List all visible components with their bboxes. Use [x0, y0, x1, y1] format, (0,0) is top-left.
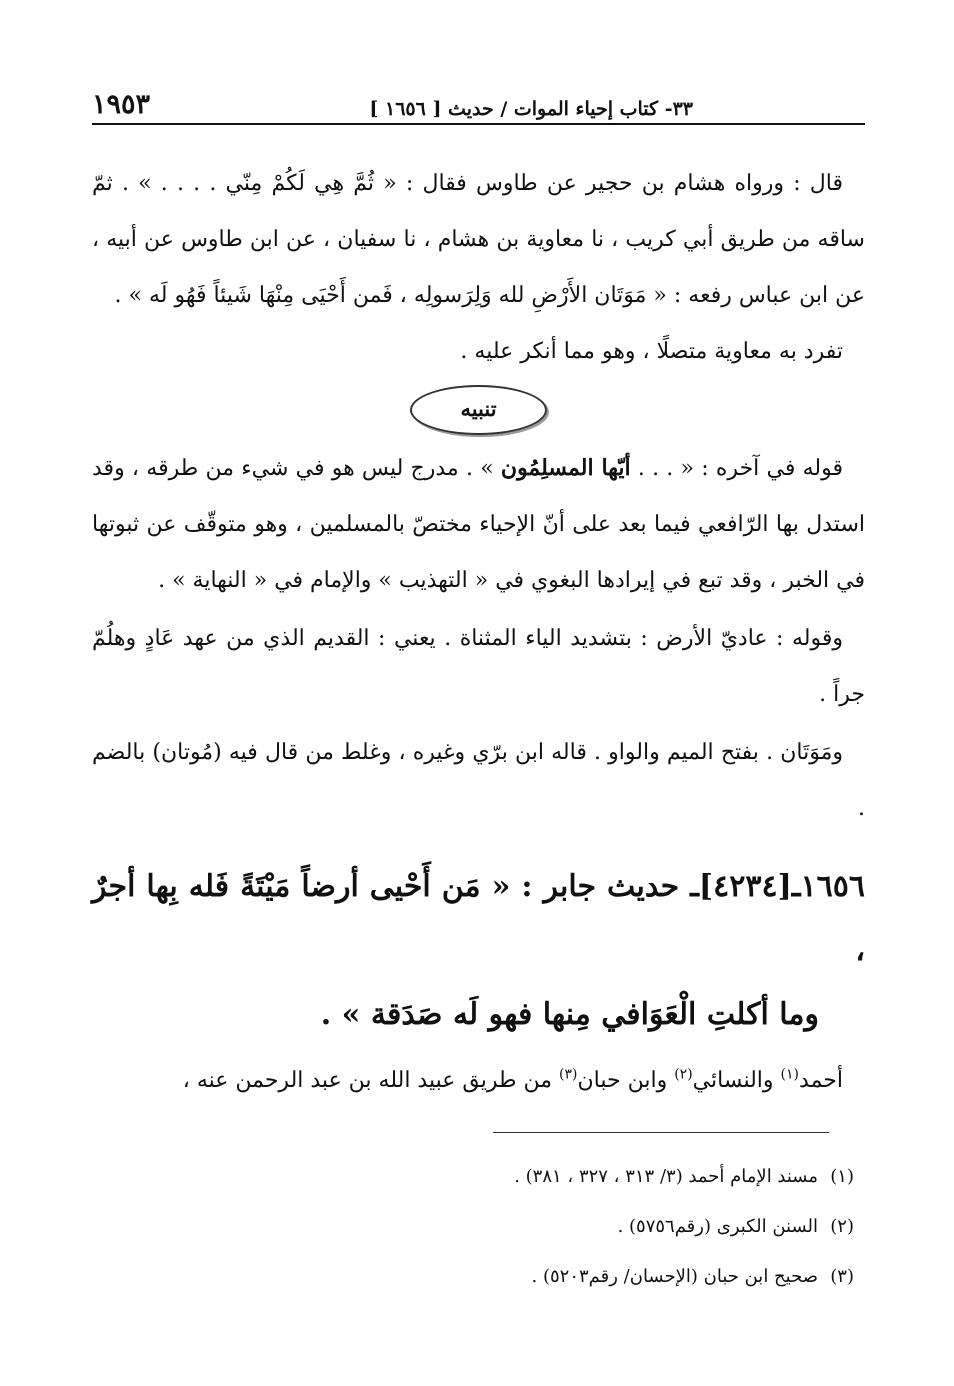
- paragraph-text: » . مدرج ليس هو في شيء من طرقه ، وقد استدل بها الرّافعي فيما بعد على أنّ الإحياء مختصّ بالمسلمين ، وهو متوقّف عن ثبوتها في الخبر ، وقد تبع في إيرادها البغوي في « التهذيب » والإمام في « النهاية » .: [92, 456, 865, 593]
- footnote-number: (١): [830, 1166, 854, 1187]
- paragraph-muslimun-note: [92, 440, 865, 609]
- footnote-text: صحيح ابن حبان (الإحسان/ رقم٥٢٠٣) .: [531, 1266, 818, 1287]
- source-ibn-hibban: وابن حبان: [577, 1068, 675, 1093]
- footnote-2: [92, 1202, 862, 1252]
- paragraph-mawatan-definition: ومَوَتَان . بفتح الميم والواو . قاله ابن برّي وغيره ، وغلط من قال فيه (مُوتان) بالضم .: [92, 740, 865, 821]
- heading-tanbih: تنبيه: [410, 385, 546, 435]
- footnote-number: (٣): [830, 1266, 854, 1287]
- page-number: ١٩٥٣: [92, 89, 151, 120]
- footnote-ref-3[interactable]: (٣): [559, 1066, 578, 1083]
- paragraph-muawiya-note: تفرد به معاوية متصلًا ، وهو مما أنكر عليه .: [460, 339, 843, 364]
- footnote-text: مسند الإمام أحمد (٣/ ٣١٣ ، ٣٢٧ ، ٣٨١) .: [514, 1166, 818, 1187]
- page-header: [92, 80, 865, 120]
- footnote-number: (٢): [830, 1216, 854, 1237]
- hadith-text: [92, 855, 865, 1047]
- footnote-ref-2[interactable]: (٢): [674, 1066, 693, 1083]
- running-head: ٣٣- كتاب إحياء الموات / حديث [ ١٦٥٦ ]: [369, 98, 693, 120]
- source-chain: من طريق عبيد الله بن عبد الرحمن عنه ،: [182, 1068, 560, 1093]
- footnote-rule: [493, 1132, 829, 1133]
- paragraph-tawus-narration: قال : ورواه هشام بن حجير عن طاوس فقال : « ثُمَّ هِي لَكُمْ مِنّي . . . . » . ثمّ ساقه من طريق أبي كريب ، نا معاوية بن هشام ، نا سفيان ، عن ابن طاوس عن أبيه ، عن ابن عباس رفعه : « مَوَتَان الأَرْضِ لله وَلِرَسولِه ، فَمن أَحْيَى مِنْهَا شَيئاً فَهُو لَه » .: [92, 171, 865, 308]
- footnote-ref-1[interactable]: (١): [780, 1066, 800, 1083]
- main-text: [92, 156, 865, 1109]
- paragraph-text: قوله في آخره : « . . .: [630, 456, 844, 481]
- paragraph-adi-definition: وقوله : عاديّ الأرض : بتشديد الياء المثناة . يعني : القديم الذي من عهد عَادٍ وهلُمّ جراً .: [92, 626, 865, 707]
- footnote-3: [92, 1252, 862, 1302]
- footnotes: [92, 1152, 862, 1302]
- section-heading: [92, 380, 865, 440]
- source-ahmad: أحمد: [799, 1068, 843, 1093]
- footnote-text: السنن الكبرى (رقم٥٧٥٦) .: [617, 1216, 818, 1237]
- header-rule: [92, 123, 865, 125]
- source-nasai: والنسائي: [692, 1068, 781, 1093]
- emphasized-phrase: أيّها المسلِمُون: [500, 455, 631, 481]
- hadith-line-2: وما أكلتِ الْعَوَافي مِنها فهو لَه صَدَقة » .: [320, 997, 819, 1032]
- hadith-line-1: ١٦٥٦ـ[٤٢٣٤]ـ حديث جابر : « مَن أَحْيى أرضاً مَيْتَةً فَله بِها أجرٌ ،: [92, 869, 865, 968]
- paragraph-sources: [92, 1053, 865, 1109]
- footnote-1: [92, 1152, 862, 1202]
